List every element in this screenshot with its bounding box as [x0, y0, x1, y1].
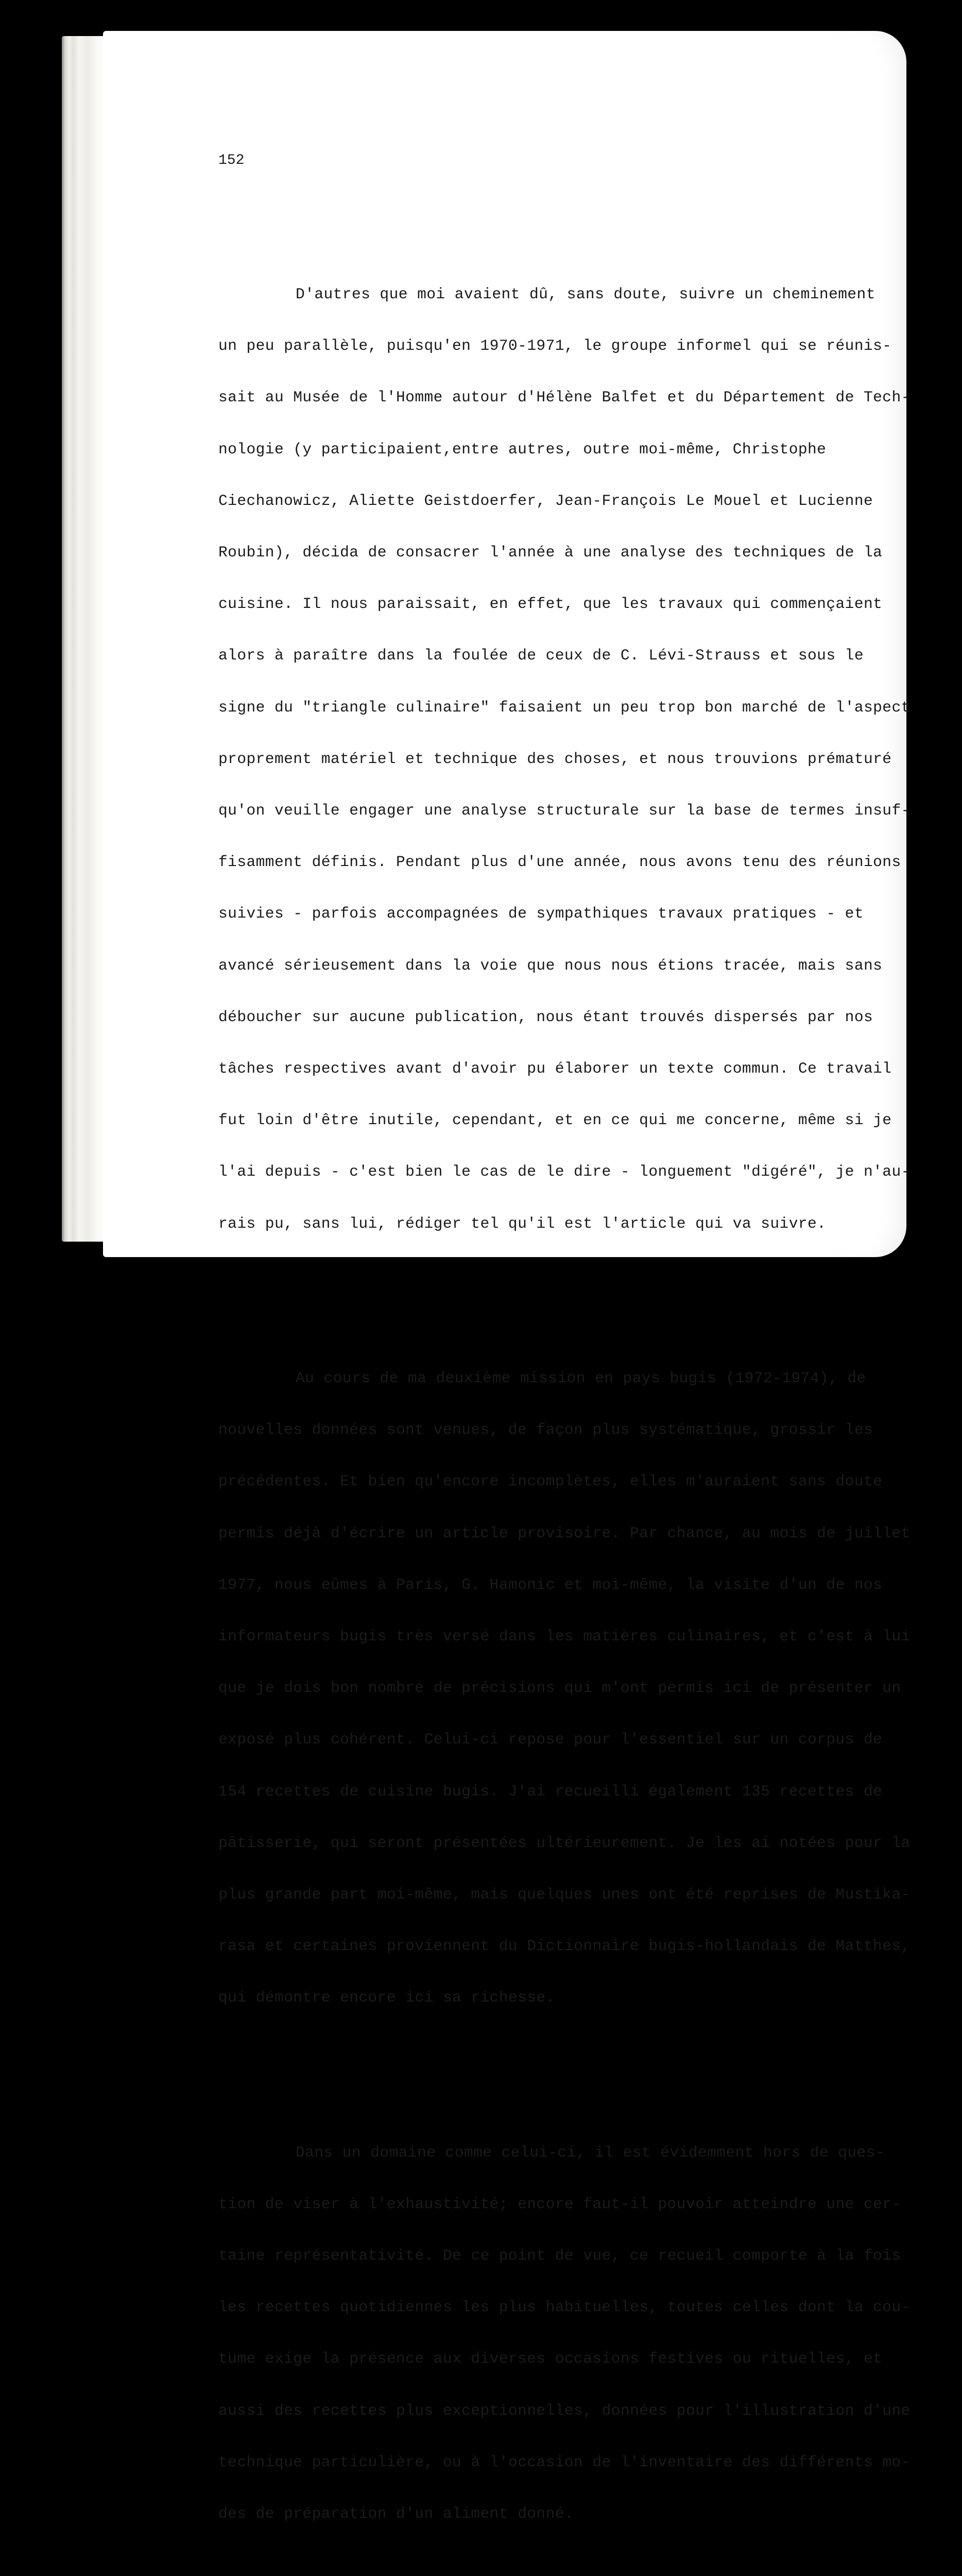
text-line: proprement matériel et technique des choses, et nous trouvions prématuré — [218, 750, 892, 768]
text-line: plus grande part moi-même, mais quelques unes ont été reprises de Mustika- — [218, 1885, 911, 1903]
text-line: 154 recettes de cuisine bugis. J'ai recueilli également 135 recettes de — [218, 1782, 883, 1800]
text-line: les recettes quotidiennes les plus habituelles, toutes celles dont la cou- — [218, 2298, 911, 2316]
text-line: tâches respectives avant d'avoir pu élaborer un texte commun. Ce travail — [218, 1060, 892, 1078]
text-line: exposé plus cohérent. Celui-ci repose pour l'essentiel sur un corpus de — [218, 1731, 883, 1749]
text-line: informateurs bugis très versé dans les matières culinaires, et c'est à lui — [218, 1627, 911, 1645]
paragraph-2 — [218, 1335, 911, 2041]
paragraph-1 — [218, 251, 911, 1267]
text-line: pâtisserie, qui seront présentées ultérieurement. Je les ai notées pour la — [218, 1834, 911, 1852]
text-line: aussi des recettes plus exceptionnelles, données pour l'illustration d'une — [218, 2401, 911, 2419]
text-line: nologie (y participaient,entre autres, outre moi-même, Christophe — [218, 440, 827, 458]
text-line: Au cours de ma deuxième mission en pays bugis (1972-1974), de — [296, 1369, 866, 1387]
text-line: que je dois bon nombre de précisions qui m'ont permis ici de présenter un — [218, 1679, 901, 1697]
paragraph-3 — [218, 2110, 911, 2557]
text-line: déboucher sur aucune publication, nous étant trouvés dispersés par nos — [218, 1008, 873, 1026]
text-line: technique particulière, ou à l'occasion de l'inventaire des différents mo- — [218, 2453, 911, 2471]
text-line: tume exige la présence aux diverses occasions festives ou rituelles, et — [218, 2350, 883, 2368]
text-line: signe du "triangle culinaire" faisaient un peu trop bon marché de l'aspect — [218, 698, 911, 716]
text-line: un peu parallèle, puisqu'en 1970-1971, le groupe informel qui se réunis- — [218, 337, 892, 355]
text-line: suivies - parfois accompagnées de sympathiques travaux pratiques - et — [218, 905, 864, 923]
text-line: taine représentativité. De ce point de vue, ce recueil comporte à la fois — [218, 2247, 901, 2264]
text-line: Ciechanowicz, Aliette Geistdoerfer, Jean-François Le Mouel et Lucienne — [218, 492, 873, 510]
text-line: qu'on veuille engager une analyse structurale sur la base de termes insuf- — [218, 802, 911, 820]
text-line: avancé sérieusement dans la voie que nous nous étions tracée, mais sans — [218, 956, 883, 974]
text-line: sait au Musée de l'Homme autour d'Hélène Balfet et du Département de Tech- — [218, 388, 911, 406]
text-line: des de préparation d'un aliment donné. — [218, 2505, 574, 2523]
text-line: nouvelles données sont venues, de façon plus systématique, grossir les — [218, 1421, 873, 1439]
text-line: D'autres que moi avaient dû, sans doute, suivre un cheminement — [296, 285, 875, 303]
text-line: cuisine. Il nous paraissait, en effet, que les travaux qui commençaient — [218, 595, 883, 613]
text-line: qui démontre encore ici sa richesse. — [218, 1989, 555, 2007]
page-number: 152 — [218, 152, 245, 168]
text-line: fut loin d'être inutile, cependant, et en ce qui me concerne, même si je — [218, 1111, 892, 1129]
text-line: tion de viser à l'exhaustivité; encore faut-il pouvoir atteindre une cer- — [218, 2195, 901, 2213]
text-line: Dans un domaine comme celui-ci, il est évidemment hors de ques- — [296, 2143, 885, 2161]
text-line: l'ai depuis - c'est bien le cas de le dire - longuement "digéré", je n'au- — [218, 1163, 911, 1181]
text-line: 1977, nous eûmes à Paris, G. Hamonic et moi-même, la visite d'un de nos — [218, 1575, 883, 1594]
text-line: alors à paraître dans la foulée de ceux de C. Lévi-Strauss et sous le — [218, 647, 864, 665]
text-line: Roubin), décida de consacrer l'année à une analyse des techniques de la — [218, 544, 883, 562]
text-line: rais pu, sans lui, rédiger tel qu'il est l'article qui va suivre. — [218, 1214, 827, 1232]
text-line: rasa et certaines proviennent du Dictionnaire bugis-hollandais de Matthes, — [218, 1937, 911, 1955]
text-line: permis déjà d'écrire un article provisoire. Par chance, au mois de juillet — [218, 1524, 911, 1542]
body-text — [218, 200, 911, 2576]
text-line: précédentes. Et bien qu'encore incomplètes, elles m'auraient sans doute — [218, 1472, 883, 1490]
text-line: fisamment définis. Pendant plus d'une année, nous avons tenu des réunions — [218, 853, 901, 871]
